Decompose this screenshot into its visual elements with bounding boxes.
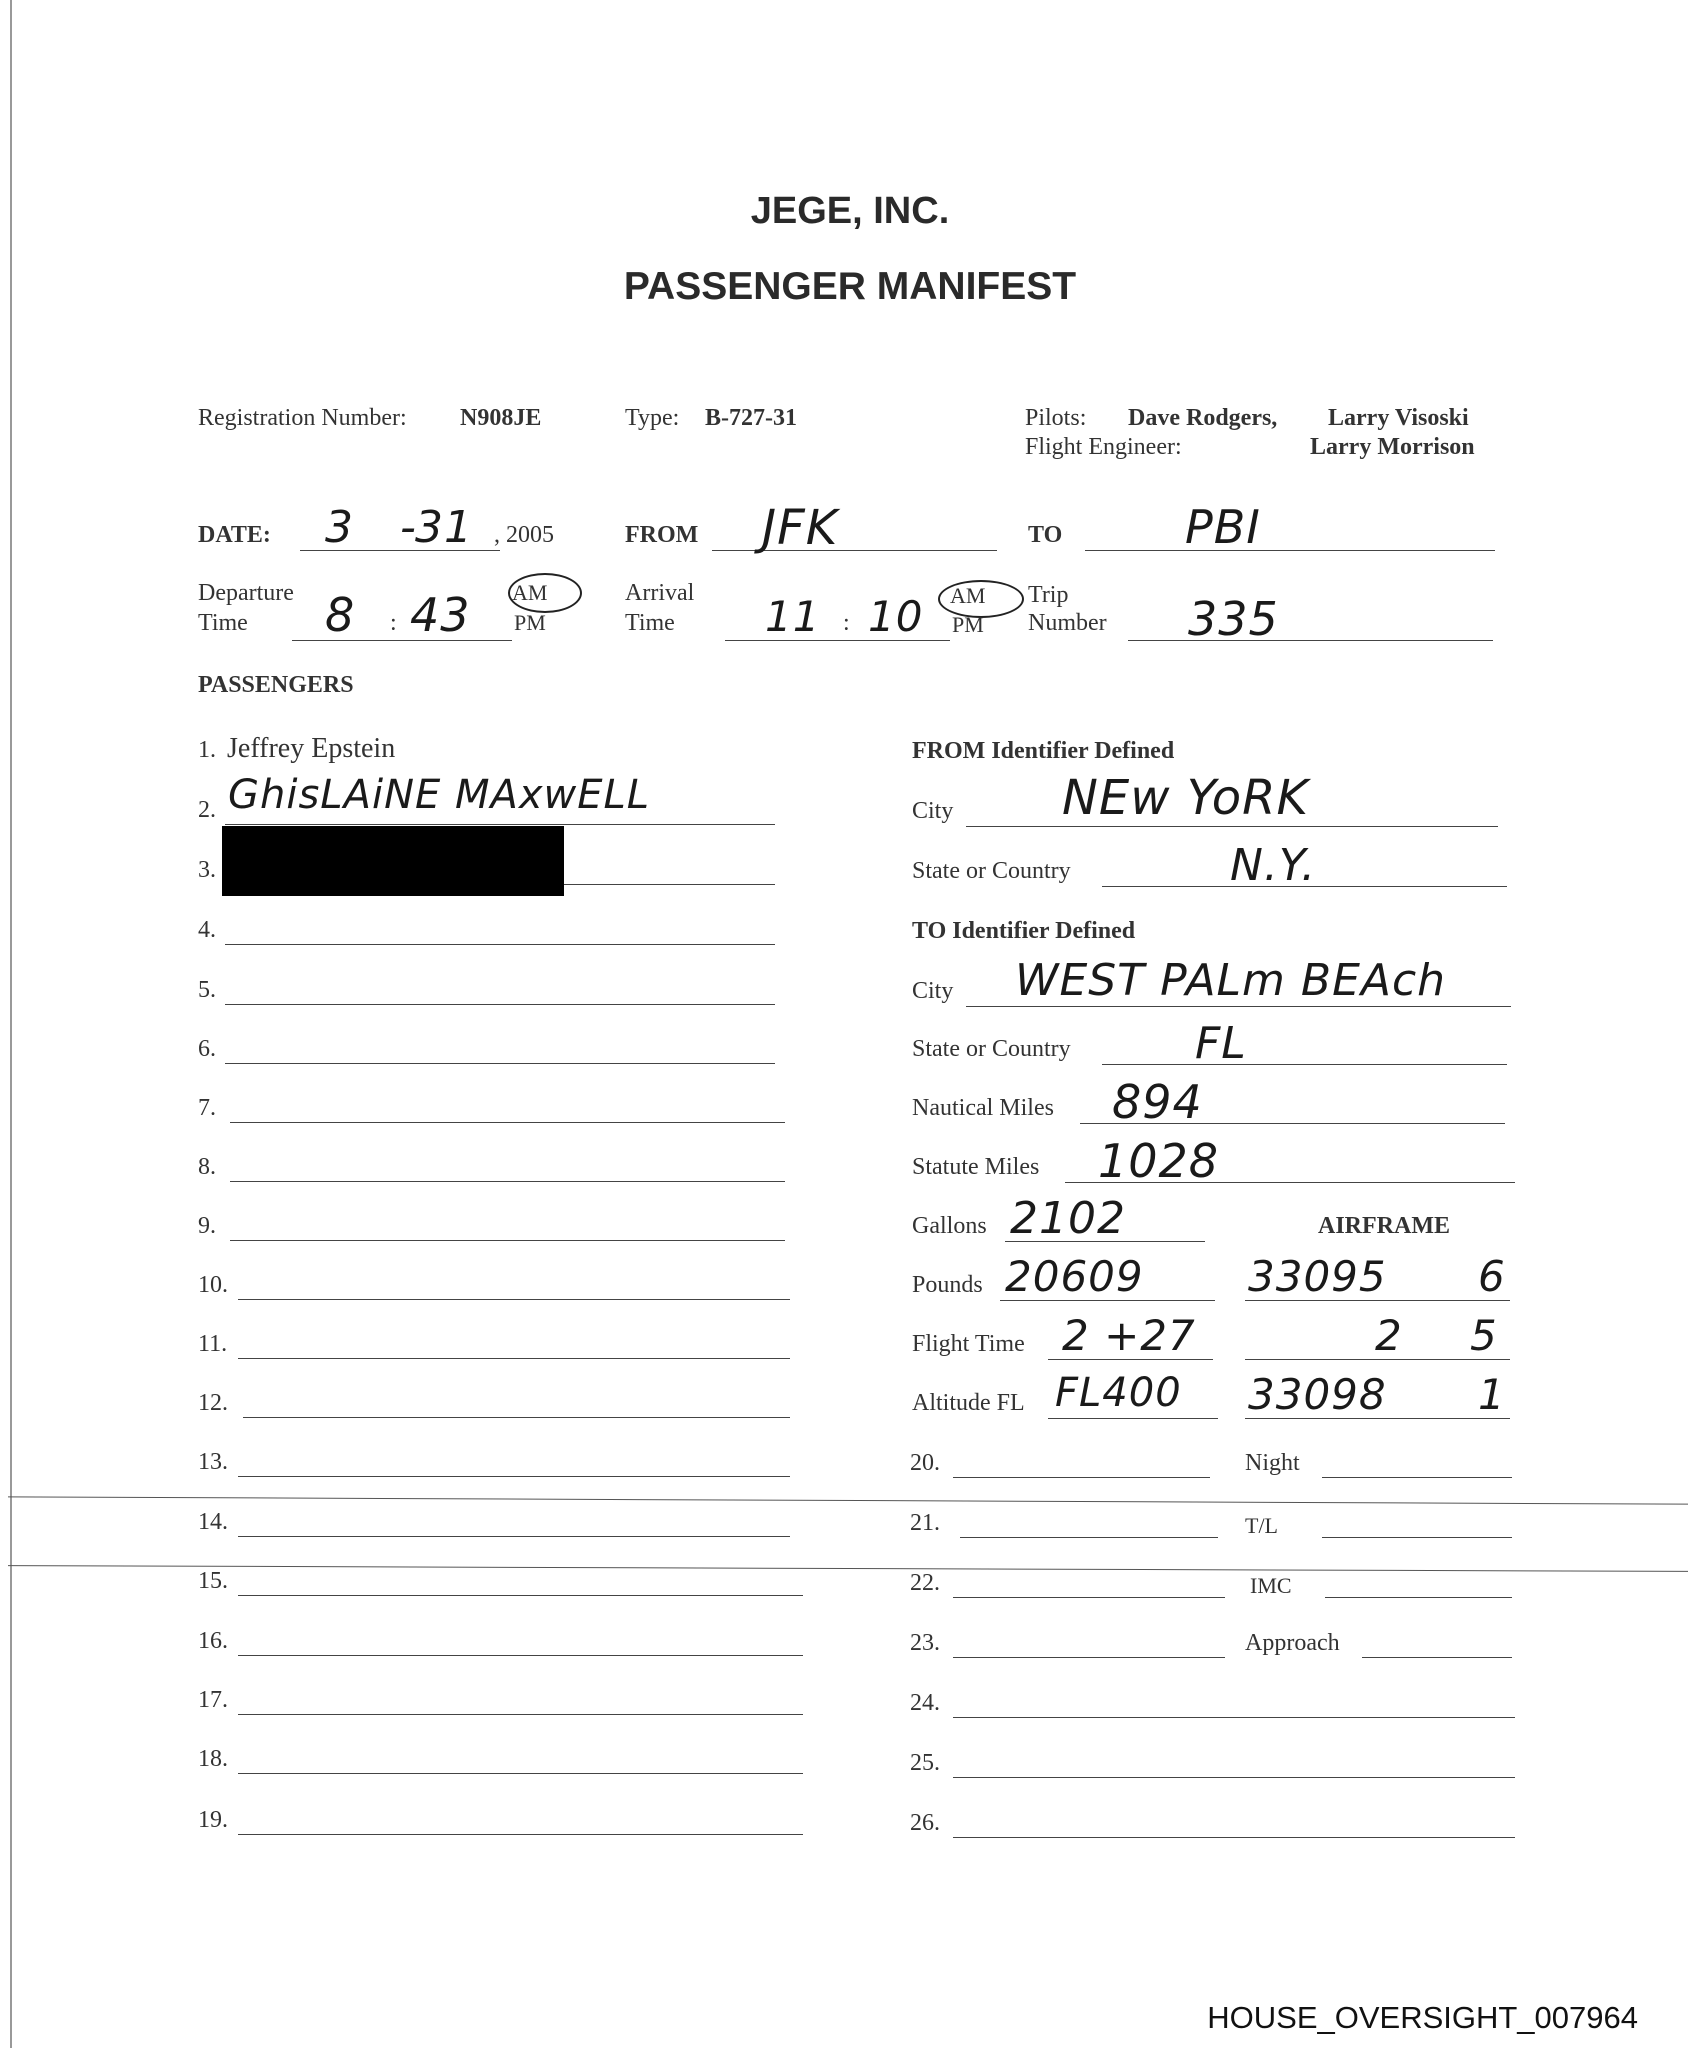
- to-city-value: WEST PALm BEAch: [1015, 955, 1447, 1006]
- date-day: 31: [415, 502, 473, 553]
- passenger-number: 1.: [198, 737, 216, 763]
- passenger-number: 15.: [198, 1568, 228, 1594]
- trip-line: [1128, 640, 1493, 641]
- passenger-line: [238, 1595, 803, 1596]
- passenger-1-name: Jeffrey Epstein: [227, 733, 396, 764]
- gallons-value: 2102: [1010, 1193, 1126, 1244]
- passenger-line: [225, 1063, 775, 1064]
- passenger-line: [238, 1714, 803, 1715]
- departure-label-2: Time: [198, 610, 248, 636]
- from-state-value: N.Y.: [1230, 840, 1317, 891]
- trip-label-2: Number: [1028, 610, 1107, 636]
- passenger-number: 2.: [198, 797, 216, 823]
- extra-row-line: [953, 1717, 1515, 1718]
- departure-hour: 8: [325, 588, 356, 642]
- arrival-hour: 11: [765, 592, 821, 641]
- extra-row-line: [953, 1777, 1515, 1778]
- altitude-line: [1048, 1418, 1218, 1419]
- imc-label: IMC: [1250, 1573, 1292, 1598]
- passenger-line: [243, 1417, 790, 1418]
- approach-label: Approach: [1245, 1630, 1340, 1656]
- departure-colon: :: [390, 610, 397, 636]
- passenger-line: [238, 1476, 790, 1477]
- passenger-number: 5.: [198, 977, 216, 1003]
- passenger-line: [230, 1240, 785, 1241]
- to-identifier-heading: TO Identifier Defined: [912, 918, 1136, 944]
- flight-time-label: Flight Time: [912, 1331, 1025, 1357]
- to-line: [1085, 550, 1495, 551]
- pilot-2: Larry Visoski: [1328, 405, 1469, 431]
- arrival-label-1: Arrival: [625, 580, 695, 606]
- passenger-line: [238, 1655, 803, 1656]
- extra-row-number: 22.: [910, 1570, 940, 1596]
- passenger-line: [230, 1181, 785, 1182]
- statute-miles-value: 1028: [1098, 1134, 1220, 1188]
- passenger-number: 11.: [198, 1331, 228, 1357]
- to-state-value: FL: [1195, 1018, 1247, 1069]
- document-id-footer: HOUSE_OVERSIGHT_007964: [1207, 2000, 1638, 2035]
- passenger-2-name: GhisLAiNE MAxwELL: [228, 772, 651, 818]
- type-value: B-727-31: [705, 405, 797, 431]
- extra-row-number: 26.: [910, 1810, 940, 1836]
- airframe-decimal-2: 5: [1470, 1311, 1498, 1360]
- from-label: FROM: [625, 522, 699, 548]
- departure-label-1: Departure: [198, 580, 294, 606]
- from-state-label: State or Country: [912, 858, 1071, 884]
- airframe-value-2: 2: [1375, 1311, 1403, 1360]
- from-line: [712, 550, 997, 551]
- passenger-line: [238, 1834, 803, 1835]
- passenger-number: 7.: [198, 1095, 216, 1121]
- date-separator: -: [400, 502, 417, 553]
- registration-label: Registration Number:: [198, 405, 407, 431]
- passenger-number: 17.: [198, 1687, 228, 1713]
- engineer-label: Flight Engineer:: [1025, 434, 1182, 460]
- strike-line-1: [8, 1496, 1688, 1504]
- passenger-number: 18.: [198, 1746, 228, 1772]
- arrival-colon: :: [843, 610, 850, 636]
- nautical-miles-label: Nautical Miles: [912, 1095, 1054, 1121]
- passenger-number: 3.: [198, 857, 216, 883]
- to-city-label: City: [912, 978, 954, 1004]
- from-city-label: City: [912, 798, 954, 824]
- flight-time-value: 2 +27: [1062, 1311, 1196, 1360]
- pounds-value: 20609: [1005, 1252, 1144, 1301]
- to-label: TO: [1028, 522, 1063, 548]
- departure-minutes: 43: [410, 588, 471, 642]
- passenger-number: 14.: [198, 1509, 228, 1535]
- imc-line: [1325, 1597, 1512, 1598]
- passenger-line: [225, 824, 775, 825]
- arrival-am: AM: [950, 583, 986, 608]
- arrival-label-2: Time: [625, 610, 675, 636]
- extra-row-number: 25.: [910, 1750, 940, 1776]
- passenger-line: [225, 944, 775, 945]
- passenger-line: [238, 1358, 790, 1359]
- passenger-number: 4.: [198, 917, 216, 943]
- extra-row-line: [953, 1597, 1225, 1598]
- night-line: [1322, 1477, 1512, 1478]
- arrival-minutes: 10: [868, 592, 924, 641]
- passenger-number: 16.: [198, 1628, 228, 1654]
- extra-row-number: 21.: [910, 1510, 940, 1536]
- passenger-number: 13.: [198, 1449, 228, 1475]
- passengers-heading: PASSENGERS: [198, 672, 354, 698]
- passenger-number: 10.: [198, 1272, 228, 1298]
- night-label: Night: [1245, 1450, 1300, 1476]
- extra-row-line: [953, 1657, 1225, 1658]
- passenger-number: 6.: [198, 1036, 216, 1062]
- to-state-label: State or Country: [912, 1036, 1071, 1062]
- passenger-line: [225, 1004, 775, 1005]
- document-title: PASSENGER MANIFEST: [623, 265, 1077, 308]
- altitude-label: Altitude FL: [912, 1390, 1025, 1416]
- date-month: 3: [325, 502, 354, 553]
- passenger-line: [230, 1122, 785, 1123]
- trip-label-1: Trip: [1028, 582, 1069, 608]
- airframe-decimal-1: 6: [1478, 1252, 1506, 1301]
- departure-pm: PM: [514, 610, 546, 635]
- extra-row-number: 24.: [910, 1690, 940, 1716]
- passenger-number: 8.: [198, 1154, 216, 1180]
- arrival-pm: PM: [952, 612, 984, 637]
- pounds-label: Pounds: [912, 1272, 983, 1298]
- passenger-line: [238, 1536, 790, 1537]
- passenger-number: 19.: [198, 1807, 228, 1833]
- nautical-miles-value: 894: [1112, 1075, 1203, 1129]
- company-name: JEGE, INC.: [750, 190, 950, 232]
- tl-label: T/L: [1245, 1513, 1278, 1538]
- date-label: DATE:: [198, 522, 271, 548]
- passenger-line: [238, 1299, 790, 1300]
- passenger-line: [238, 1773, 803, 1774]
- altitude-value: FL400: [1055, 1370, 1182, 1416]
- airframe-value-3: 33098: [1248, 1370, 1387, 1419]
- to-state-line: [1102, 1064, 1507, 1065]
- strike-line-2: [8, 1565, 1688, 1572]
- airframe-heading: AIRFRAME: [1318, 1213, 1450, 1239]
- from-city-line: [966, 826, 1498, 827]
- engineer-value: Larry Morrison: [1310, 434, 1475, 460]
- departure-am: AM: [512, 580, 548, 605]
- trip-number: 335: [1188, 592, 1279, 646]
- to-value: PBI: [1185, 500, 1261, 554]
- gallons-label: Gallons: [912, 1213, 987, 1239]
- from-identifier-heading: FROM Identifier Defined: [912, 738, 1175, 764]
- pilots-label: Pilots:: [1025, 405, 1087, 431]
- from-value: JFK: [762, 500, 839, 556]
- passenger-number: 9.: [198, 1213, 216, 1239]
- pilot-1: Dave Rodgers,: [1128, 405, 1278, 431]
- extra-row-number: 20.: [910, 1450, 940, 1476]
- extra-row-number: 23.: [910, 1630, 940, 1656]
- statute-miles-label: Statute Miles: [912, 1154, 1040, 1180]
- extra-row-line: [953, 1837, 1515, 1838]
- approach-line: [1362, 1657, 1512, 1658]
- redaction-block: [222, 826, 564, 896]
- extra-row-line: [960, 1537, 1218, 1538]
- from-city-value: NEw YoRK: [1062, 770, 1309, 826]
- passenger-number: 12.: [198, 1390, 228, 1416]
- to-city-line: [966, 1006, 1511, 1007]
- airframe-decimal-3: 1: [1478, 1370, 1506, 1419]
- type-label: Type:: [625, 405, 680, 431]
- tl-line: [1322, 1537, 1512, 1538]
- airframe-value-1: 33095: [1248, 1252, 1387, 1301]
- registration-value: N908JE: [460, 405, 542, 431]
- extra-row-line: [953, 1477, 1210, 1478]
- date-year: , 2005: [494, 522, 554, 548]
